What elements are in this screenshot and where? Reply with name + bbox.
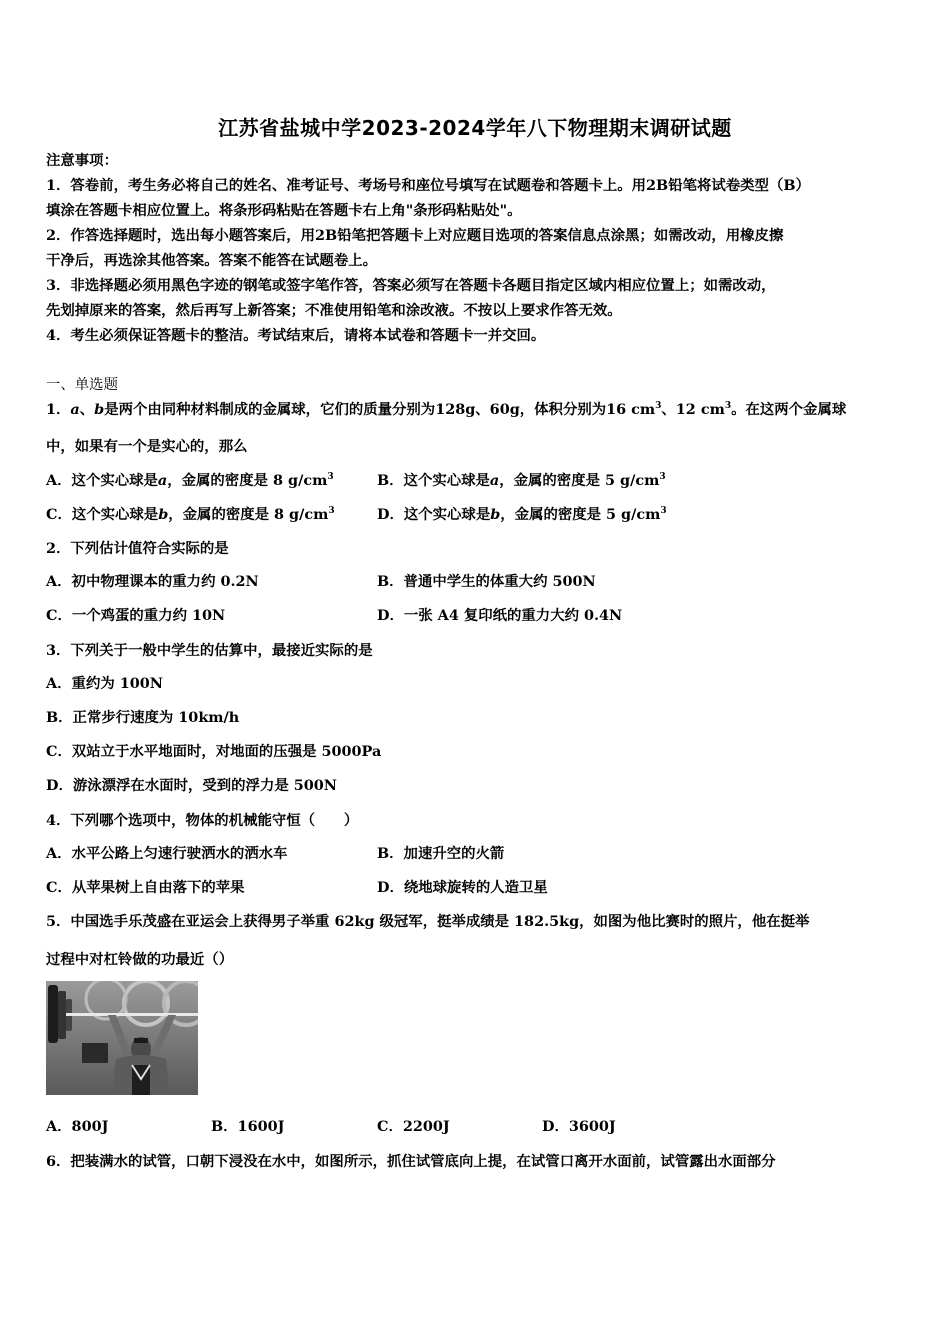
question-1-option-c[interactable]: C．这个实心球是b，金属的密度是 8 $g/cm^3$ [46,506,335,523]
question-4-option-d[interactable]: D．绕地球旋转的人造卫星 [377,879,548,896]
question-1-stem-line2: 中，如果有一个是实心的，那么 [46,438,248,455]
notice-line: 干净后，再选涂其他答案。答案不能答在试题卷上。 [46,252,377,269]
notice-line: 1．答卷前，考生务必将自己的姓名、准考证号、考场号和座位号填写在试题卷和答题卡上。用2B铅笔将试卷类型（B） [46,177,810,194]
question-5-stem: 5．中国选手乐茂盛在亚运会上获得男子举重 62kg 级冠军，挺举成绩是 182.5kg，如图为他比赛时的照片，他在挺举 [46,913,810,930]
question-5-stem-line2: 过程中对杠铃做的功最近（） [46,951,234,968]
question-2-stem: 2．下列估计值符合实际的是 [46,540,229,557]
question-1-option-d[interactable]: D．这个实心球是b，金属的密度是 5 $g/cm^3$ [377,506,667,523]
page-title: 江苏省盐城中学2023-2024学年八下物理期末调研试题 [218,116,732,140]
question-5-option-a[interactable]: A．800J [46,1118,109,1135]
notice-line: 先划掉原来的答案，然后再写上新答案；不准使用铅笔和涂改液。不按以上要求作答无效。 [46,302,622,319]
question-2-option-a[interactable]: A．初中物理课本的重力约 0.2N [46,573,259,590]
question-4-option-c[interactable]: C．从苹果树上自由落下的苹果 [46,879,245,896]
notice-line: 2．作答选择题时，选出每小题答案后，用2B铅笔把答题卡上对应题目选项的答案信息点涂黑；如需改动，用橡皮擦 [46,227,784,244]
question-4-stem: 4．下列哪个选项中，物体的机械能守恒（ ） [46,812,359,829]
question-5-option-c[interactable]: C．2200J [377,1118,450,1135]
question-2-option-b[interactable]: B．普通中学生的体重大约 500N [377,573,596,590]
notice-line: 填涂在答题卡相应位置上。将条形码粘贴在答题卡右上角"条形码粘贴处"。 [46,202,522,219]
question-1-option-a[interactable]: A．这个实心球是a，金属的密度是 8 $g/cm^3$ [46,472,334,489]
question-3-option-b[interactable]: B．正常步行速度为 10km/h [46,709,240,726]
notice-line: 3．非选择题必须用黑色字迹的钢笔或签字笔作答，答案必须写在答题卡各题目指定区域内相应位置上；如需改动， [46,277,776,294]
notice-line: 4．考生必须保证答题卡的整洁。考试结束后，请将本试卷和答题卡一并交回。 [46,327,546,344]
question-3-option-d[interactable]: D．游泳漂浮在水面时，受到的浮力是 500N [46,777,337,794]
weightlifter-photo [46,981,198,1095]
section-heading: 一、单选题 [46,377,118,393]
question-1-stem: 1．a、b是两个由同种材料制成的金属球，它们的质量分别为128g、60g，体积分别为16 $cm^3$、12 $cm^3$。在这两个金属球 [46,401,847,418]
question-4-option-b[interactable]: B．加速升空的火箭 [377,845,505,862]
question-5-option-d[interactable]: D．3600J [542,1118,616,1135]
question-6-stem: 6．把装满水的试管，口朝下浸没在水中，如图所示，抓住试管底向上提，在试管口离开水面前，试管露出水面部分 [46,1153,776,1170]
question-3-stem: 3．下列关于一般中学生的估算中，最接近实际的是 [46,642,373,659]
question-5-option-b[interactable]: B．1600J [211,1118,285,1135]
question-3-option-a[interactable]: A．重约为 100N [46,675,163,692]
question-4-option-a[interactable]: A．水平公路上匀速行驶洒水的洒水车 [46,845,288,862]
question-1-option-b[interactable]: B．这个实心球是a，金属的密度是 5 $g/cm^3$ [377,472,666,489]
question-2-option-c[interactable]: C．一个鸡蛋的重力约 10N [46,607,226,624]
question-2-option-d[interactable]: D．一张 A4 复印纸的重力大约 0.4N [377,607,623,624]
question-3-option-c[interactable]: C．双站立于水平地面时，对地面的压强是 5000Pa [46,743,382,760]
weightlifter-illustration [46,981,198,1095]
notice-heading: 注意事项： [46,152,118,169]
